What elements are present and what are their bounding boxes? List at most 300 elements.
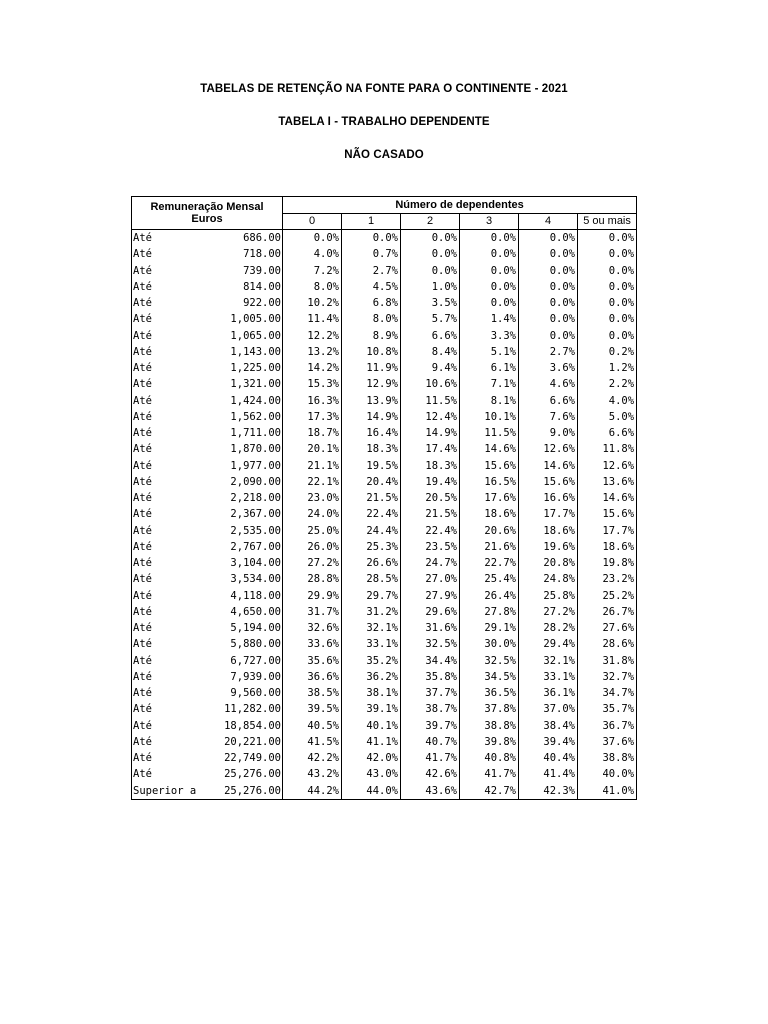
rate-cell: 40.8%: [460, 750, 519, 766]
rate-cell: 27.9%: [401, 588, 460, 604]
rate-cell: 20.4%: [342, 474, 401, 490]
rate-cell: 29.4%: [519, 636, 578, 652]
rate-cell: 40.1%: [342, 718, 401, 734]
rate-cell: 14.9%: [401, 425, 460, 441]
table-row: [132, 620, 637, 636]
rate-cell: 9.4%: [401, 360, 460, 376]
rate-cell: 0.0%: [578, 230, 637, 247]
bracket-prefix: Até: [133, 394, 152, 407]
table-row: [132, 295, 637, 311]
column-header: 0: [283, 214, 342, 230]
table-title: TABELA I - TRABALHO DEPENDENTE: [278, 116, 490, 128]
bracket-prefix: Até: [133, 557, 152, 569]
rate-cell: 14.9%: [342, 409, 401, 425]
remuneration-cell: [132, 783, 283, 800]
rate-cell: 0.0%: [519, 246, 578, 262]
bracket-prefix: Até: [133, 248, 152, 261]
rate-cell: 32.5%: [401, 636, 460, 652]
table-body: [132, 230, 637, 800]
rate-cell: 0.0%: [519, 295, 578, 311]
rate-cell: 6.6%: [519, 393, 578, 409]
rate-cell: 43.2%: [283, 766, 342, 782]
bracket-amount: 1,424.00: [230, 394, 281, 407]
rate-cell: 0.0%: [578, 279, 637, 295]
bracket-amount: 1,225.00: [230, 362, 281, 374]
rate-cell: 33.6%: [283, 636, 342, 652]
rate-cell: 39.4%: [519, 734, 578, 750]
bracket-prefix: Até: [133, 540, 152, 553]
rate-cell: 31.8%: [578, 653, 637, 669]
rate-cell: 18.7%: [283, 425, 342, 441]
table-row: [132, 734, 637, 750]
rate-cell: 26.0%: [283, 539, 342, 555]
remuneration-cell: [132, 701, 283, 717]
rate-cell: 38.4%: [519, 718, 578, 734]
rate-cell: 35.6%: [283, 653, 342, 669]
bracket-prefix: Até: [133, 313, 152, 326]
bracket-amount: 1,321.00: [230, 378, 281, 391]
rate-cell: 3.6%: [519, 360, 578, 376]
remuneration-cell: [132, 409, 283, 425]
remuneration-cell: [132, 539, 283, 555]
rate-cell: 8.9%: [342, 328, 401, 344]
rate-cell: 0.0%: [519, 328, 578, 344]
bracket-prefix: Até: [133, 410, 152, 423]
remuneration-cell: [132, 458, 283, 474]
rate-cell: 41.7%: [401, 750, 460, 766]
rate-cell: 38.7%: [401, 701, 460, 717]
rate-cell: 25.8%: [519, 588, 578, 604]
rate-cell: 0.0%: [578, 311, 637, 327]
rate-cell: 4.5%: [342, 279, 401, 295]
rate-cell: 6.1%: [460, 360, 519, 376]
bracket-amount: 6,727.00: [230, 654, 281, 667]
bracket-prefix: Até: [133, 492, 152, 504]
bracket-amount: 3,104.00: [230, 557, 281, 569]
table-row: [132, 393, 637, 409]
rate-cell: 0.0%: [578, 328, 637, 344]
rate-cell: 12.6%: [578, 458, 637, 474]
table-row: [132, 441, 637, 457]
rate-cell: 12.2%: [283, 328, 342, 344]
rate-cell: 4.6%: [519, 376, 578, 392]
remuneration-cell: [132, 230, 283, 247]
rate-cell: 0.0%: [460, 230, 519, 247]
rate-cell: 18.6%: [519, 523, 578, 539]
rate-cell: 32.1%: [519, 653, 578, 669]
rate-cell: 0.0%: [578, 246, 637, 262]
table-row: [132, 636, 637, 652]
rate-cell: 36.6%: [283, 669, 342, 685]
rate-cell: 6.6%: [578, 425, 637, 441]
rate-cell: 11.5%: [401, 393, 460, 409]
rate-cell: 0.0%: [401, 263, 460, 279]
bracket-amount: 1,065.00: [230, 329, 281, 342]
rate-cell: 18.3%: [401, 458, 460, 474]
rate-cell: 3.3%: [460, 328, 519, 344]
table-row: [132, 263, 637, 279]
remuneration-cell: [132, 685, 283, 701]
column-header: 5 ou mais: [578, 214, 637, 230]
bracket-prefix: Até: [133, 752, 152, 764]
bracket-prefix: Até: [133, 670, 152, 683]
rate-cell: 4.0%: [578, 393, 637, 409]
rate-cell: 29.7%: [342, 588, 401, 604]
withholding-table: [131, 196, 637, 800]
rate-cell: 31.2%: [342, 604, 401, 620]
rate-cell: 12.4%: [401, 409, 460, 425]
rate-cell: 42.3%: [519, 783, 578, 800]
bracket-prefix: Até: [133, 735, 152, 748]
table-row: [132, 750, 637, 766]
remuneration-cell: [132, 311, 283, 327]
rate-cell: 29.6%: [401, 604, 460, 620]
rate-cell: 0.0%: [401, 246, 460, 262]
rate-cell: 28.8%: [283, 571, 342, 587]
rate-cell: 17.6%: [460, 490, 519, 506]
bracket-prefix: Até: [133, 475, 152, 488]
rate-cell: 19.5%: [342, 458, 401, 474]
table-row: [132, 328, 637, 344]
rate-cell: 15.6%: [519, 474, 578, 490]
bracket-amount: 2,090.00: [230, 475, 281, 488]
bracket-amount: 2,535.00: [230, 524, 281, 537]
rate-cell: 10.6%: [401, 376, 460, 392]
rate-cell: 21.6%: [460, 539, 519, 555]
dependents-header: Número de dependentes: [283, 197, 637, 214]
remuneration-cell: [132, 669, 283, 685]
rate-cell: 27.2%: [283, 555, 342, 571]
bracket-amount: 4,650.00: [230, 605, 281, 618]
remuneration-cell: [132, 474, 283, 490]
rate-cell: 14.6%: [578, 490, 637, 506]
bracket-prefix: Até: [133, 280, 152, 293]
bracket-amount: 4,118.00: [230, 589, 281, 602]
marital-status-title: NÃO CASADO: [344, 149, 424, 161]
rate-cell: 34.7%: [578, 685, 637, 701]
rate-cell: 3.5%: [401, 295, 460, 311]
rate-cell: 30.0%: [460, 636, 519, 652]
rate-cell: 36.2%: [342, 669, 401, 685]
bracket-prefix: Até: [133, 622, 152, 634]
remuneration-cell: [132, 295, 283, 311]
rate-cell: 8.0%: [283, 279, 342, 295]
rate-cell: 14.6%: [460, 441, 519, 457]
bracket-amount: 2,367.00: [230, 508, 281, 521]
rate-cell: 22.4%: [401, 523, 460, 539]
rate-cell: 25.4%: [460, 571, 519, 587]
rate-cell: 41.1%: [342, 734, 401, 750]
rate-cell: 44.0%: [342, 783, 401, 800]
rate-cell: 15.3%: [283, 376, 342, 392]
remuneration-cell: [132, 328, 283, 344]
rate-cell: 0.0%: [519, 279, 578, 295]
bracket-amount: 814.00: [243, 280, 281, 293]
remuneration-cell: [132, 376, 283, 392]
rate-cell: 17.7%: [519, 506, 578, 522]
rate-cell: 0.0%: [460, 246, 519, 262]
rate-cell: 7.6%: [519, 409, 578, 425]
bracket-prefix: Até: [133, 443, 152, 456]
bracket-prefix: Até: [133, 703, 152, 716]
bracket-amount: 20,221.00: [224, 735, 281, 748]
rate-cell: 27.8%: [460, 604, 519, 620]
bracket-prefix: Até: [133, 297, 152, 309]
rate-cell: 20.1%: [283, 441, 342, 457]
remuneration-cell: [132, 604, 283, 620]
rate-cell: 24.7%: [401, 555, 460, 571]
rate-cell: 20.8%: [519, 555, 578, 571]
rate-cell: 20.6%: [460, 523, 519, 539]
rate-cell: 6.8%: [342, 295, 401, 311]
bracket-amount: 22,749.00: [224, 752, 281, 764]
remuneration-cell: [132, 620, 283, 636]
rate-cell: 7.1%: [460, 376, 519, 392]
table-row: [132, 458, 637, 474]
table-row: [132, 685, 637, 701]
rate-cell: 0.0%: [401, 230, 460, 247]
rate-cell: 10.2%: [283, 295, 342, 311]
rate-cell: 37.0%: [519, 701, 578, 717]
column-header: 4: [519, 214, 578, 230]
bracket-amount: 11,282.00: [224, 703, 281, 716]
column-header: 2: [401, 214, 460, 230]
bracket-amount: 2,767.00: [230, 540, 281, 553]
remuneration-cell: [132, 506, 283, 522]
table-row: [132, 783, 637, 800]
rate-cell: 5.0%: [578, 409, 637, 425]
rate-cell: 43.0%: [342, 766, 401, 782]
rate-cell: 32.6%: [283, 620, 342, 636]
remuneration-cell: [132, 571, 283, 587]
remuneration-cell: [132, 263, 283, 279]
bracket-amount: 1,977.00: [230, 459, 281, 472]
bracket-amount: 5,194.00: [230, 622, 281, 634]
rate-cell: 23.2%: [578, 571, 637, 587]
rate-cell: 16.4%: [342, 425, 401, 441]
rate-cell: 0.0%: [342, 230, 401, 247]
bracket-amount: 9,560.00: [230, 687, 281, 699]
rate-cell: 39.1%: [342, 701, 401, 717]
remuneration-cell: [132, 734, 283, 750]
bracket-amount: 718.00: [243, 248, 281, 261]
rate-cell: 14.2%: [283, 360, 342, 376]
rate-cell: 2.7%: [342, 263, 401, 279]
remuneration-cell: [132, 490, 283, 506]
table-row: [132, 474, 637, 490]
bracket-amount: 5,880.00: [230, 638, 281, 651]
rate-cell: 36.5%: [460, 685, 519, 701]
bracket-prefix: Até: [133, 768, 152, 781]
rate-cell: 38.5%: [283, 685, 342, 701]
rate-cell: 31.6%: [401, 620, 460, 636]
bracket-prefix: Até: [133, 719, 152, 732]
rate-cell: 2.7%: [519, 344, 578, 360]
table-row: [132, 409, 637, 425]
bracket-prefix: Até: [133, 264, 152, 277]
rate-cell: 43.6%: [401, 783, 460, 800]
bracket-amount: 7,939.00: [230, 670, 281, 683]
bracket-prefix: Até: [133, 345, 152, 358]
rate-cell: 37.6%: [578, 734, 637, 750]
rate-cell: 8.1%: [460, 393, 519, 409]
rate-cell: 25.2%: [578, 588, 637, 604]
rate-cell: 36.7%: [578, 718, 637, 734]
rate-cell: 26.6%: [342, 555, 401, 571]
rate-cell: 29.9%: [283, 588, 342, 604]
table-row: [132, 311, 637, 327]
table-row: [132, 506, 637, 522]
table-row: [132, 653, 637, 669]
rate-cell: 0.0%: [460, 263, 519, 279]
rate-cell: 42.2%: [283, 750, 342, 766]
rate-cell: 28.5%: [342, 571, 401, 587]
document-title: TABELAS DE RETENÇÃO NA FONTE PARA O CONTINENTE - 2021: [200, 83, 568, 95]
rate-cell: 6.6%: [401, 328, 460, 344]
rate-cell: 22.1%: [283, 474, 342, 490]
table-row: [132, 490, 637, 506]
bracket-amount: 25,276.00: [224, 768, 281, 781]
bracket-prefix: Até: [133, 459, 152, 472]
table-row: [132, 555, 637, 571]
remuneration-cell: [132, 588, 283, 604]
rate-cell: 19.8%: [578, 555, 637, 571]
rate-cell: 41.4%: [519, 766, 578, 782]
rate-cell: 21.5%: [401, 506, 460, 522]
remuneration-cell: [132, 636, 283, 652]
rate-cell: 2.2%: [578, 376, 637, 392]
bracket-amount: 25,276.00: [224, 784, 281, 797]
rate-cell: 34.4%: [401, 653, 460, 669]
rate-cell: 34.5%: [460, 669, 519, 685]
rate-cell: 21.1%: [283, 458, 342, 474]
table-row: [132, 376, 637, 392]
rate-cell: 41.0%: [578, 783, 637, 800]
rate-cell: 22.4%: [342, 506, 401, 522]
rate-cell: 11.8%: [578, 441, 637, 457]
rate-cell: 8.0%: [342, 311, 401, 327]
remuneration-cell: [132, 279, 283, 295]
rate-cell: 0.0%: [460, 279, 519, 295]
rate-cell: 35.7%: [578, 701, 637, 717]
rate-cell: 10.8%: [342, 344, 401, 360]
rate-cell: 13.6%: [578, 474, 637, 490]
rate-cell: 32.5%: [460, 653, 519, 669]
rate-cell: 28.6%: [578, 636, 637, 652]
remuneration-header-line1: Remuneração Mensal: [150, 201, 264, 213]
rate-cell: 33.1%: [342, 636, 401, 652]
bracket-amount: 3,534.00: [230, 573, 281, 586]
column-header: 1: [342, 214, 401, 230]
rate-cell: 19.6%: [519, 539, 578, 555]
rate-cell: 22.7%: [460, 555, 519, 571]
bracket-prefix: Até: [133, 329, 152, 342]
remuneration-header: [132, 197, 283, 230]
remuneration-cell: [132, 555, 283, 571]
bracket-prefix: Até: [133, 378, 152, 391]
bracket-prefix: Até: [133, 605, 152, 618]
table-row: [132, 360, 637, 376]
rate-cell: 36.1%: [519, 685, 578, 701]
rate-cell: 39.7%: [401, 718, 460, 734]
rate-cell: 0.0%: [519, 311, 578, 327]
table-row: [132, 669, 637, 685]
rate-cell: 27.6%: [578, 620, 637, 636]
rate-cell: 0.0%: [460, 295, 519, 311]
rate-cell: 5.7%: [401, 311, 460, 327]
rate-cell: 44.2%: [283, 783, 342, 800]
table-row: [132, 571, 637, 587]
rate-cell: 25.3%: [342, 539, 401, 555]
table-row: [132, 766, 637, 782]
bracket-prefix: Até: [133, 638, 152, 651]
rate-cell: 7.2%: [283, 263, 342, 279]
rate-cell: 15.6%: [460, 458, 519, 474]
rate-cell: 42.0%: [342, 750, 401, 766]
rate-cell: 17.7%: [578, 523, 637, 539]
bracket-amount: 2,218.00: [230, 492, 281, 504]
rate-cell: 10.1%: [460, 409, 519, 425]
rate-cell: 40.0%: [578, 766, 637, 782]
remuneration-cell: [132, 425, 283, 441]
remuneration-cell: [132, 523, 283, 539]
rate-cell: 16.3%: [283, 393, 342, 409]
rate-cell: 23.0%: [283, 490, 342, 506]
rate-cell: 29.1%: [460, 620, 519, 636]
rate-cell: 40.5%: [283, 718, 342, 734]
rate-cell: 11.5%: [460, 425, 519, 441]
rate-cell: 33.1%: [519, 669, 578, 685]
bracket-amount: 1,711.00: [230, 427, 281, 439]
remuneration-cell: [132, 360, 283, 376]
rate-cell: 0.7%: [342, 246, 401, 262]
bracket-amount: 739.00: [243, 264, 281, 277]
rate-cell: 32.7%: [578, 669, 637, 685]
remuneration-cell: [132, 344, 283, 360]
table-row: [132, 425, 637, 441]
rate-cell: 38.8%: [578, 750, 637, 766]
rate-cell: 39.8%: [460, 734, 519, 750]
rate-cell: 35.8%: [401, 669, 460, 685]
bracket-amount: 1,870.00: [230, 443, 281, 456]
rate-cell: 18.3%: [342, 441, 401, 457]
remuneration-cell: [132, 718, 283, 734]
rate-cell: 17.4%: [401, 441, 460, 457]
bracket-prefix: Superior a: [133, 784, 197, 797]
rate-cell: 38.8%: [460, 718, 519, 734]
table-row: [132, 230, 637, 247]
rate-cell: 27.0%: [401, 571, 460, 587]
rate-cell: 0.2%: [578, 344, 637, 360]
bracket-prefix: Até: [133, 362, 152, 374]
bracket-prefix: Até: [133, 232, 152, 244]
rate-cell: 13.9%: [342, 393, 401, 409]
rate-cell: 0.0%: [578, 295, 637, 311]
rate-cell: 37.8%: [460, 701, 519, 717]
remuneration-header-line2: Euros: [191, 213, 223, 225]
rate-cell: 16.5%: [460, 474, 519, 490]
rate-cell: 41.7%: [460, 766, 519, 782]
rate-cell: 4.0%: [283, 246, 342, 262]
rate-cell: 11.4%: [283, 311, 342, 327]
rate-cell: 28.2%: [519, 620, 578, 636]
rate-cell: 5.1%: [460, 344, 519, 360]
table-row: [132, 604, 637, 620]
remuneration-cell: [132, 393, 283, 409]
rate-cell: 1.2%: [578, 360, 637, 376]
bracket-prefix: Até: [133, 589, 152, 602]
bracket-amount: 922.00: [243, 297, 281, 309]
